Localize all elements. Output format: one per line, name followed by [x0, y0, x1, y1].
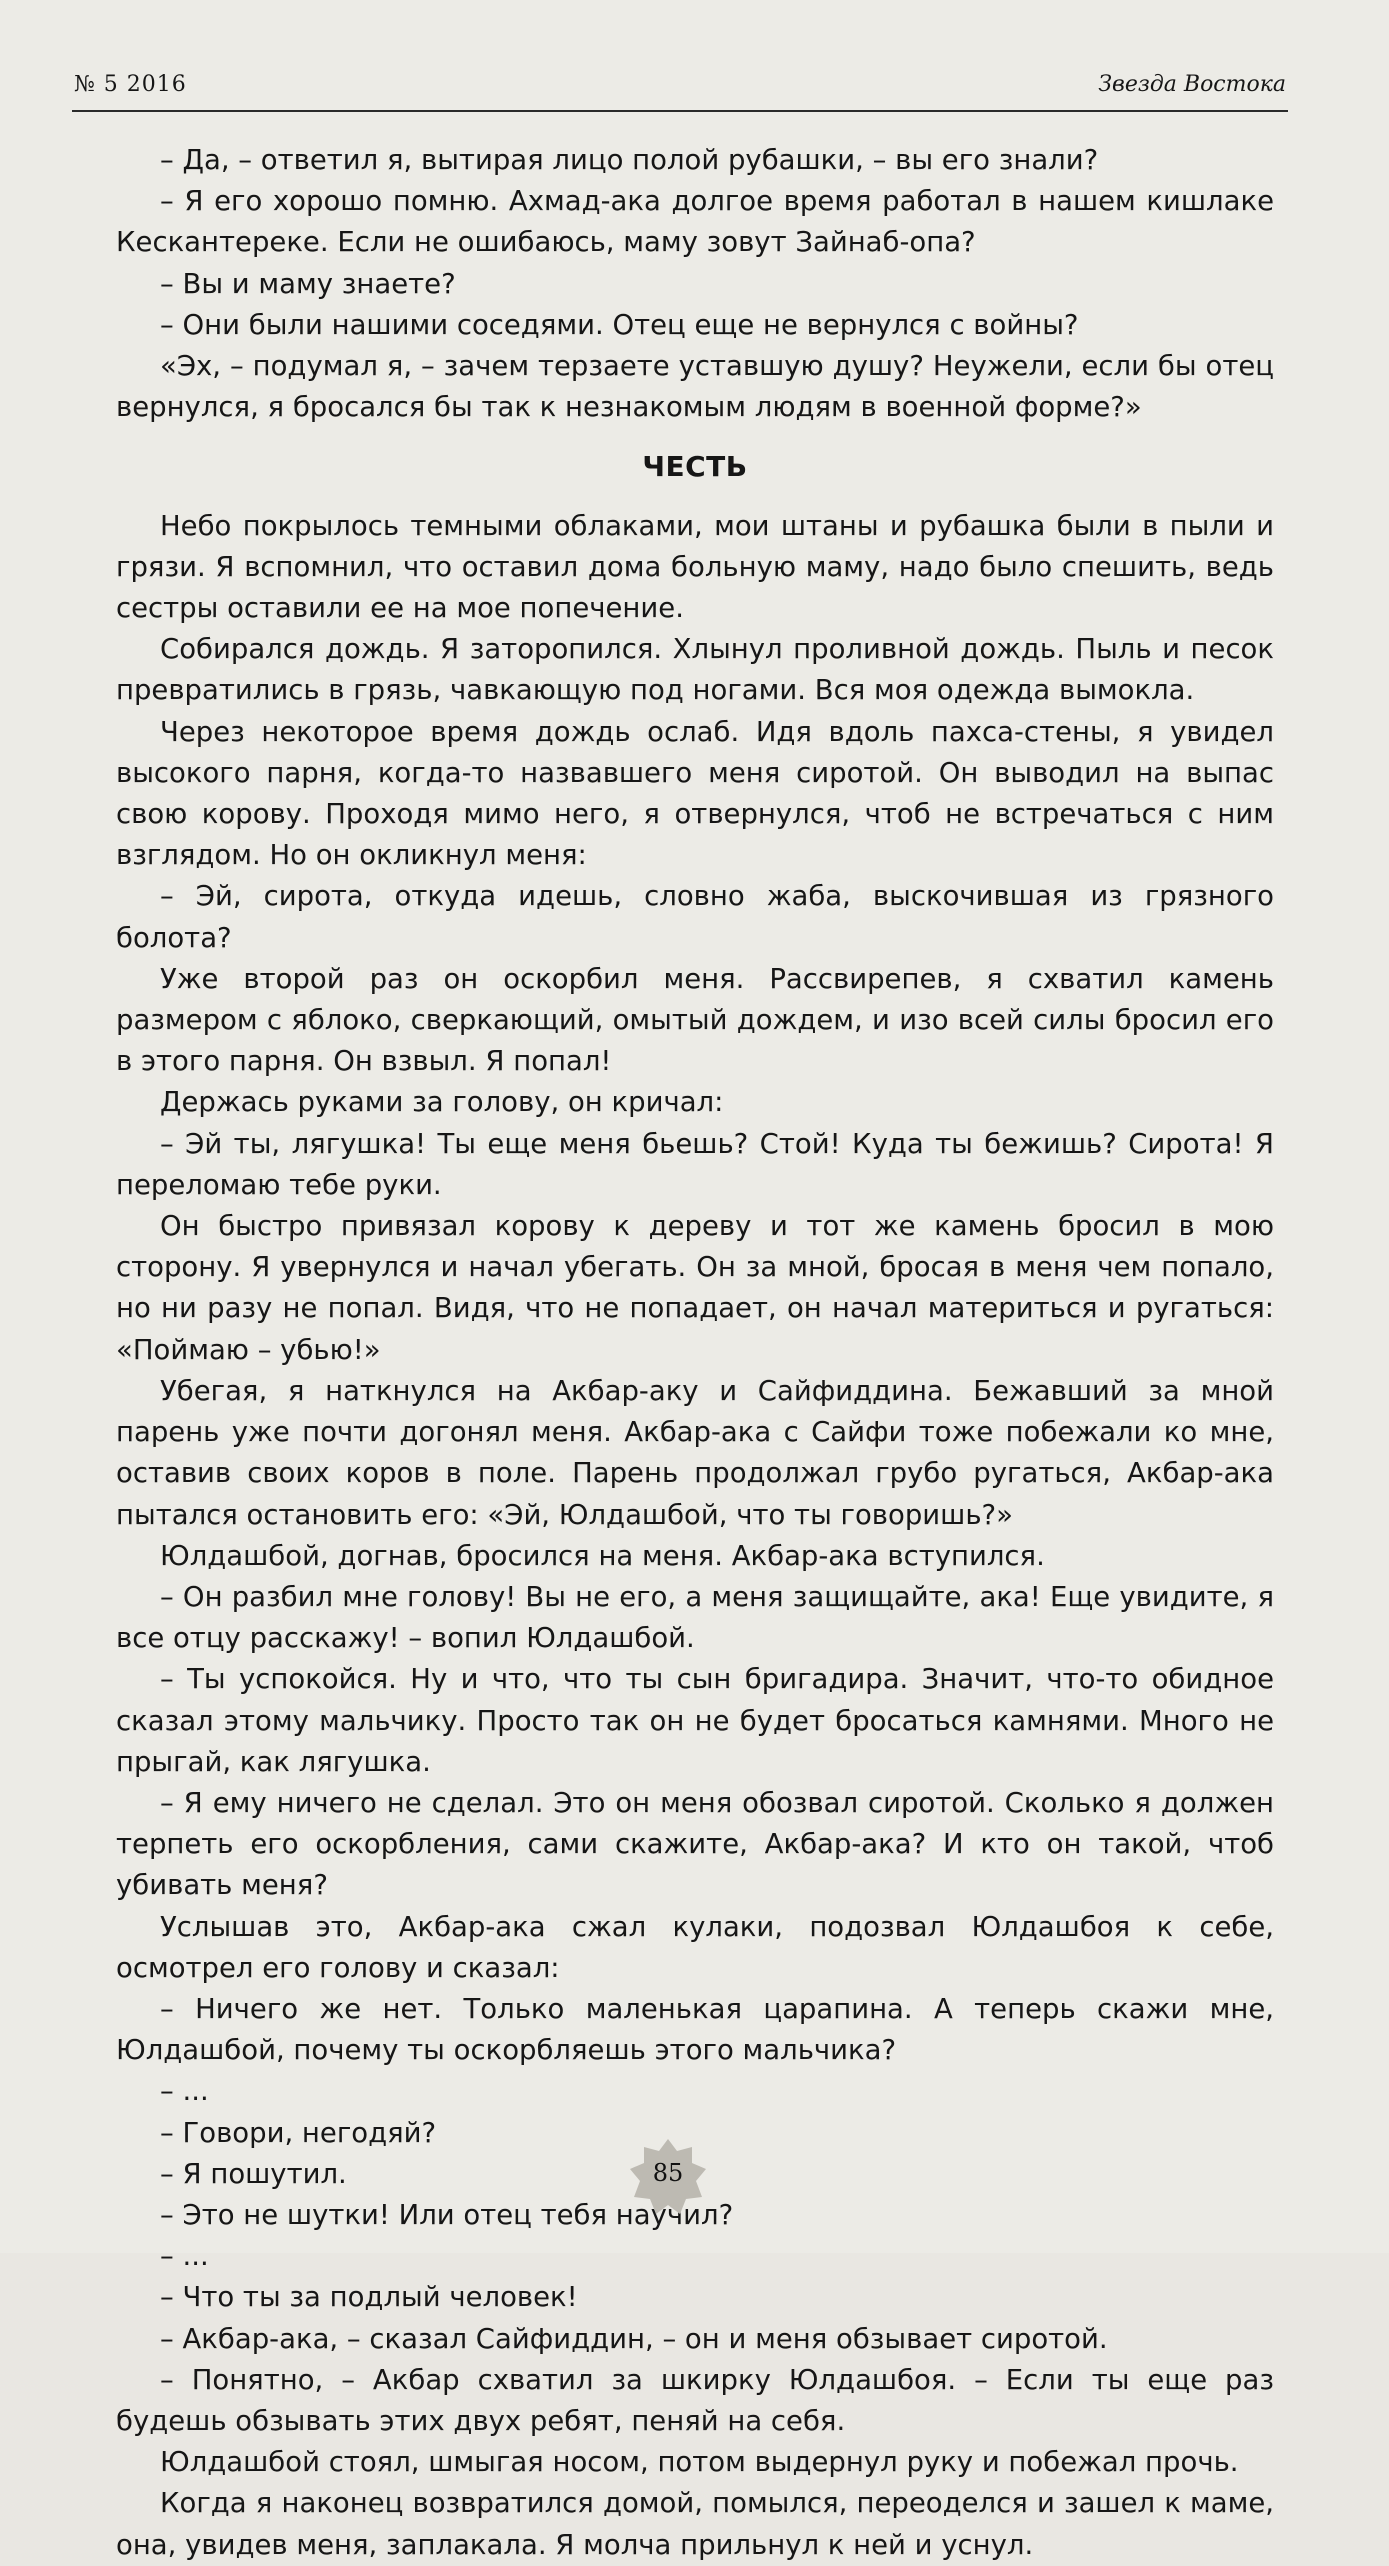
paragraph: Он быстро привязал корову к дереву и тот же камень бросил в мою сторону. Я увернулся и начал убегать. Он за мной, бросая в меня чем попало, но ни разу не попал. Видя, что не попадает, он начал материться и ругаться: «Поймаю – убью!»: [116, 1210, 1274, 1366]
paragraph: Когда я наконец возвратился домой, помылся, переоделся и зашел к маме, она, увидев меня, заплакала. Я молча прильнул к ней и уснул.: [116, 2487, 1274, 2561]
paragraph: – Вы и маму знаете?: [160, 267, 456, 300]
paragraph: – Акбар-ака, – сказал Сайфиддин, – он и меня обзывает сиротой.: [160, 2322, 1108, 2355]
paragraph: Держась руками за голову, он кричал:: [160, 1086, 724, 1119]
paragraph: – Я ему ничего не сделал. Это он меня обозвал сиротой. Сколько я должен терпеть его оскорбления, сами скажите, Акбар-ака? И кто он такой, чтоб убивать меня?: [116, 1786, 1274, 1902]
paragraph: – Да, – ответил я, вытирая лицо полой рубашки, – вы его знали?: [160, 144, 1099, 176]
paragraph: – Я его хорошо помню. Ахмад-ака долгое время работал в нашем кишлаке Кескантереке. Если не ошибаюсь, маму зовут Зайнаб-опа?: [116, 185, 1274, 259]
paragraph: – Что ты за подлый человек!: [160, 2281, 578, 2314]
running-header: [72, 70, 1288, 112]
paragraph: – Ты успокойся. Ну и что, что ты сын бригадира. Значит, что-то обидное сказал этому мальчику. Просто так он не будет бросаться камнями. Много не прыгай, как лягушка.: [116, 1663, 1274, 1778]
paragraph: – Это не шутки! Или отец тебя научил?: [160, 2198, 734, 2231]
paragraph: – ...: [160, 2075, 209, 2108]
paragraph: – Он разбил мне голову! Вы не его, а меня защищайте, ака! Еще увидите, я все отцу расскажу! – вопил Юлдашбой.: [116, 1580, 1274, 1655]
paragraph: – Они были нашими соседями. Отец еще не вернулся с войны?: [160, 308, 1079, 341]
issue-number: № 5 2016: [74, 72, 187, 97]
paragraph: – Говори, негодяй?: [160, 2116, 437, 2149]
page-number: 85: [652, 2159, 684, 2187]
paragraph: – Эй, сирота, откуда идешь, словно жаба, выскочившая из грязного болота?: [116, 880, 1274, 954]
paragraph: – Ничего же нет. Только маленькая царапина. А теперь скажи мне, Юлдашбой, почему ты оскорбляешь этого мальчика?: [116, 1992, 1274, 2067]
section-heading: ЧЕСТЬ: [642, 450, 748, 484]
paragraph: – Эй ты, лягушка! Ты еще меня бьешь? Стой! Куда ты бежишь? Сирота! Я переломаю тебе руки.: [116, 1127, 1274, 1201]
paragraph: Через некоторое время дождь ослаб. Идя вдоль пахса-стены, я увидел высокого парня, когда-то назвавшего меня сиротой. Он выводил на выпас свою корову. Проходя мимо него, я отвернулся, чтоб не встречаться с ним взглядом. Но он окликнул меня:: [116, 715, 1274, 872]
page-number-badge: [628, 2137, 708, 2217]
paragraph: – Понятно, – Акбар схватил за шкирку Юлдашбоя. – Если ты еще раз будешь обзывать этих двух ребят, пеняй на себя.: [116, 2363, 1274, 2437]
journal-title: Звезда Востока: [1098, 72, 1286, 97]
paragraph: Юлдашбой, догнав, бросился на меня. Акбар-ака вступился.: [160, 1539, 1045, 1572]
paragraph: – ...: [160, 2240, 209, 2273]
paragraph: Уже второй раз он оскорбил меня. Рассвирепев, я схватил камень размером с яблоко, сверкающий, омытый дождем, и изо всей силы бросил его в этого парня. Он взвыл. Я попал!: [116, 962, 1274, 1078]
paragraph: – Я пошутил.: [160, 2157, 347, 2190]
paragraph: Услышав это, Акбар-ака сжал кулаки, подозвал Юлдашбоя к себе, осмотрел его голову и сказал:: [116, 1910, 1274, 1984]
paragraph: Убегая, я наткнулся на Акбар-аку и Сайфиддина. Бежавший за мной парень уже почти догонял меня. Акбар-ака с Сайфи тоже побежали ко мне, оставив своих коров в поле. Парень продолжал грубо ругаться, Акбар-ака пытался остановить его: «Эй, Юлдашбой, что ты говоришь?»: [116, 1374, 1274, 1531]
paragraph: Собирался дождь. Я заторопился. Хлынул проливной дождь. Пыль и песок превратились в грязь, чавкающую под ногами. Вся моя одежда вымокла.: [116, 633, 1274, 707]
paragraph: Небо покрылось темными облаками, мои штаны и рубашка были в пыли и грязи. Я вспомнил, что оставил дома больную маму, надо было спешить, ведь сестры оставили ее на мое попечение.: [116, 509, 1274, 625]
paragraph: Юлдашбой стоял, шмыгая носом, потом выдернул руку и побежал прочь.: [160, 2446, 1239, 2479]
paragraph: «Эх, – подумал я, – зачем терзаете уставшую душу? Неужели, если бы отец вернулся, я бросался бы так к незнакомым людям в военной форме?»: [116, 350, 1274, 424]
